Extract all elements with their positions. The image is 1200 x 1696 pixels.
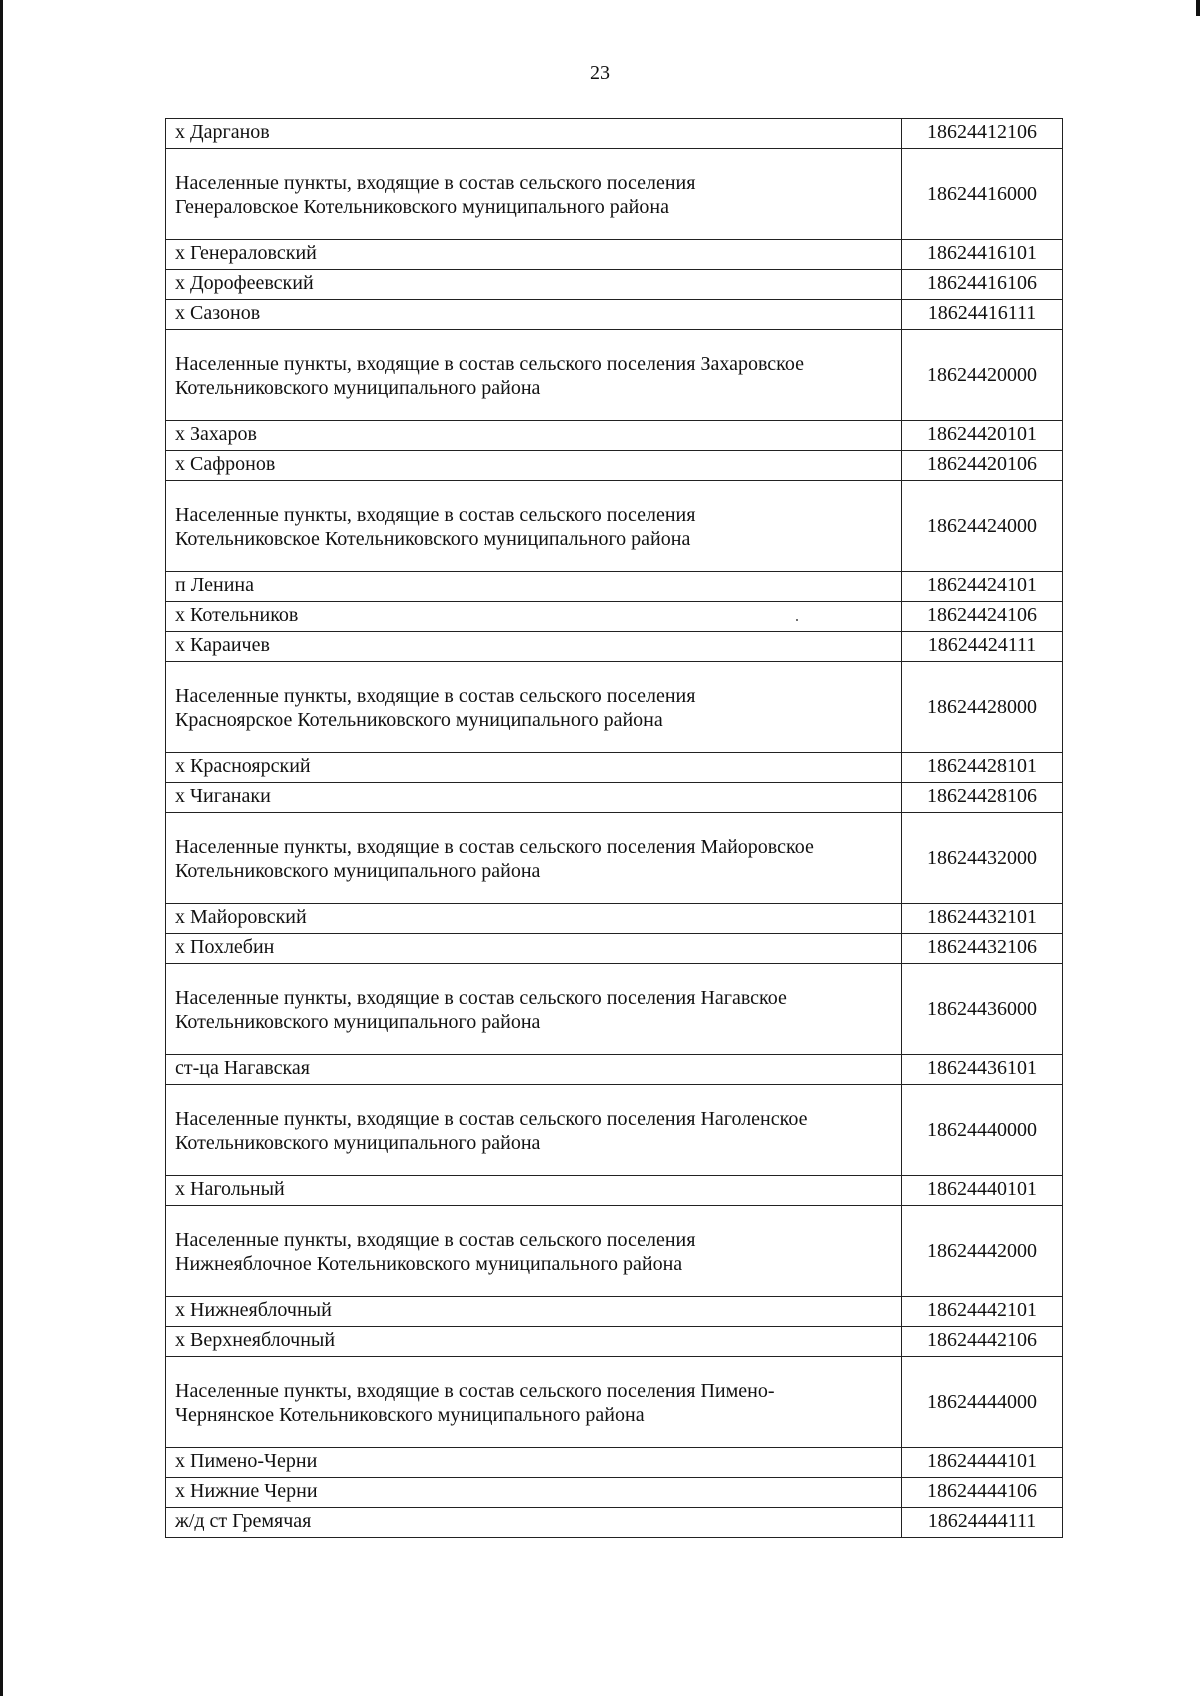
oktmo-code-cell: 18624444106 [902, 1478, 1063, 1508]
settlement-group-row [166, 481, 1063, 572]
oktmo-code-cell: 18624444101 [902, 1448, 1063, 1478]
settlement-name-cell: х Чиганаки [166, 783, 902, 813]
settlement-row [166, 572, 1063, 602]
settlement-group-row [166, 813, 1063, 904]
group-name-line2: Генераловское Котельниковского муниципального района [175, 196, 669, 218]
settlement-name-cell: х Котельников [166, 602, 902, 632]
group-name-cell [166, 1206, 902, 1297]
settlement-row [166, 1055, 1063, 1085]
settlement-name-cell: х Нижние Черни [166, 1478, 902, 1508]
oktmo-code-cell: 18624442106 [902, 1327, 1063, 1357]
group-name-cell [166, 964, 902, 1055]
settlement-group-row [166, 662, 1063, 753]
settlement-group-row [166, 1357, 1063, 1448]
settlement-row [166, 1297, 1063, 1327]
settlements-table-body [166, 119, 1063, 1538]
settlement-row [166, 1327, 1063, 1357]
group-name-line2: Котельниковского муниципального района [175, 1132, 541, 1154]
group-name-line2: Нижнеяблочное Котельниковского муниципального района [175, 1253, 683, 1275]
settlement-name-cell: ст-ца Нагавская [166, 1055, 902, 1085]
settlement-name-cell: х Нижнеяблочный [166, 1297, 902, 1327]
oktmo-code-cell: 18624416000 [902, 149, 1063, 240]
group-name-cell [166, 1357, 902, 1448]
group-name-line1: Населенные пункты, входящие в состав сельского поселения [175, 172, 696, 194]
oktmo-code-cell: 18624442000 [902, 1206, 1063, 1297]
group-name-line1: Населенные пункты, входящие в состав сельского поселения [175, 504, 696, 526]
settlement-row [166, 240, 1063, 270]
oktmo-code-cell: 18624424111 [902, 632, 1063, 662]
settlement-name-cell: х Дорофеевский [166, 270, 902, 300]
settlement-group-row [166, 964, 1063, 1055]
scan-right-edge-mark [1196, 0, 1200, 16]
group-name-line2: Котельниковского муниципального района [175, 1011, 541, 1033]
settlement-row [166, 119, 1063, 149]
oktmo-code-cell: 18624420000 [902, 330, 1063, 421]
group-name-line1: Населенные пункты, входящие в состав сельского поселения Майоровское [175, 836, 814, 858]
settlement-row [166, 934, 1063, 964]
settlement-name-cell: х Пимено-Черни [166, 1448, 902, 1478]
oktmo-code-cell: 18624428000 [902, 662, 1063, 753]
oktmo-code-cell: 18624440101 [902, 1176, 1063, 1206]
group-name-line1: Населенные пункты, входящие в состав сельского поселения Нагавское [175, 987, 787, 1009]
oktmo-code-cell: 18624436101 [902, 1055, 1063, 1085]
settlement-name-cell: х Генераловский [166, 240, 902, 270]
group-name-line2: Котельниковское Котельниковского муниципального района [175, 528, 691, 550]
settlement-name-cell: х Сафронов [166, 451, 902, 481]
oktmo-code-cell: 18624416106 [902, 270, 1063, 300]
settlement-row [166, 602, 1063, 632]
settlement-name-cell: х Дарганов [166, 119, 902, 149]
group-name-cell [166, 330, 902, 421]
group-name-line2: Красноярское Котельниковского муниципального района [175, 709, 663, 731]
group-name-line1: Населенные пункты, входящие в состав сельского поселения Пимено- [175, 1380, 775, 1402]
settlement-row [166, 1508, 1063, 1538]
settlement-row [166, 421, 1063, 451]
oktmo-code-cell: 18624432101 [902, 904, 1063, 934]
oktmo-code-cell: 18624428106 [902, 783, 1063, 813]
oktmo-code-cell: 18624424101 [902, 572, 1063, 602]
settlement-group-row [166, 149, 1063, 240]
group-name-cell [166, 662, 902, 753]
settlement-name-cell: х Красноярский [166, 753, 902, 783]
settlement-row [166, 1478, 1063, 1508]
oktmo-code-cell: 18624416101 [902, 240, 1063, 270]
oktmo-code-cell: 18624432000 [902, 813, 1063, 904]
settlement-name-cell: х Захаров [166, 421, 902, 451]
oktmo-code-cell: 18624436000 [902, 964, 1063, 1055]
scan-speck [796, 619, 798, 621]
group-name-line1: Населенные пункты, входящие в состав сельского поселения Захаровское [175, 353, 804, 375]
settlement-group-row [166, 1085, 1063, 1176]
settlements-table [165, 118, 1063, 1538]
settlement-name-cell: х Похлебин [166, 934, 902, 964]
group-name-line2: Чернянское Котельниковского муниципального района [175, 1404, 645, 1426]
page-number: 23 [590, 62, 610, 84]
settlement-row [166, 451, 1063, 481]
settlement-name-cell: х Верхнеяблочный [166, 1327, 902, 1357]
group-name-cell [166, 481, 902, 572]
settlement-row [166, 1176, 1063, 1206]
settlement-name-cell: х Караичев [166, 632, 902, 662]
oktmo-code-cell: 18624444111 [902, 1508, 1063, 1538]
settlement-row [166, 300, 1063, 330]
oktmo-code-cell: 18624416111 [902, 300, 1063, 330]
oktmo-code-cell: 18624442101 [902, 1297, 1063, 1327]
settlement-name-cell: х Майоровский [166, 904, 902, 934]
group-name-line1: Населенные пункты, входящие в состав сельского поселения [175, 1229, 696, 1251]
oktmo-code-cell: 18624420106 [902, 451, 1063, 481]
settlement-row [166, 632, 1063, 662]
oktmo-code-cell: 18624424000 [902, 481, 1063, 572]
oktmo-code-cell: 18624424106 [902, 602, 1063, 632]
group-name-cell [166, 1085, 902, 1176]
settlement-group-row [166, 330, 1063, 421]
group-name-line1: Населенные пункты, входящие в состав сельского поселения [175, 685, 696, 707]
group-name-line2: Котельниковского муниципального района [175, 377, 541, 399]
settlement-row [166, 753, 1063, 783]
group-name-cell [166, 813, 902, 904]
settlement-name-cell: х Нагольный [166, 1176, 902, 1206]
settlement-group-row [166, 1206, 1063, 1297]
settlement-name-cell: ж/д ст Гремячая [166, 1508, 902, 1538]
oktmo-code-cell: 18624444000 [902, 1357, 1063, 1448]
group-name-line1: Населенные пункты, входящие в состав сельского поселения Наголенское [175, 1108, 808, 1130]
oktmo-code-cell: 18624412106 [902, 119, 1063, 149]
oktmo-code-cell: 18624428101 [902, 753, 1063, 783]
settlement-row [166, 1448, 1063, 1478]
settlement-row [166, 270, 1063, 300]
oktmo-code-cell: 18624440000 [902, 1085, 1063, 1176]
settlement-name-cell: п Ленина [166, 572, 902, 602]
group-name-line2: Котельниковского муниципального района [175, 860, 541, 882]
group-name-cell [166, 149, 902, 240]
oktmo-code-cell: 18624432106 [902, 934, 1063, 964]
settlement-row [166, 904, 1063, 934]
settlement-name-cell: х Сазонов [166, 300, 902, 330]
settlement-row [166, 783, 1063, 813]
scan-left-edge [0, 0, 3, 1696]
oktmo-code-cell: 18624420101 [902, 421, 1063, 451]
